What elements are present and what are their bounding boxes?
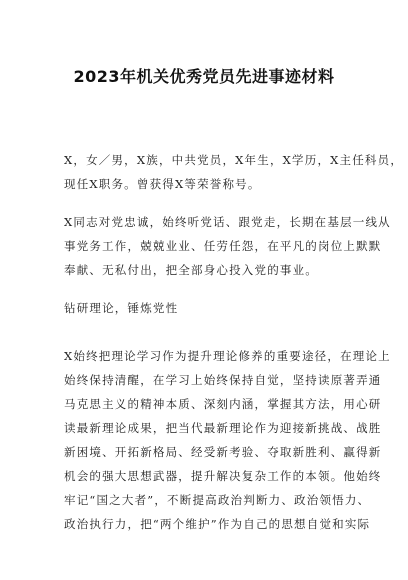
text-line: 始终保持清醒，在学习上始终保持自觉，坚持读原著弄通 <box>64 373 382 387</box>
text-line: X同志对党忠诚，始终听党话、跟党走，长期在基层一线从 <box>64 215 391 229</box>
section-heading <box>64 296 350 320</box>
text-line: 现任X职务。曾获得X等荣誉称号。 <box>64 177 261 191</box>
theory-paragraph <box>64 344 391 536</box>
text-line: 政治执行力，把“两个维护”作为自己的思想自觉和实际 <box>64 517 371 531</box>
document-title: 2023年机关优秀党员先进事迹材料 <box>73 67 335 86</box>
intro-paragraph <box>64 148 404 196</box>
text-line: X始终把理论学习作为提升理论修养的重要途径，在理论上 <box>64 349 391 363</box>
text-line: 机会的强大思想武器，提升解决复杂工作的本领。他始终 <box>64 469 382 483</box>
text-line: 新困境、开拓新格局、经受新考验、夺取新胜利、赢得新 <box>64 445 382 459</box>
text-line: 牢记“国之大者”，不断提高政治判断力、政治领悟力、 <box>64 493 371 507</box>
text-line: 事党务工作，兢兢业业、任劳任怨，在平凡的岗位上默默 <box>64 239 382 253</box>
text-line: 读最新理论成果，把当代最新理论作为迎接新挑战、战胜 <box>64 421 382 435</box>
text-line: X，女／男，X族，中共党员，X年生，X学历，X主任科员， <box>64 153 404 167</box>
text-line: 奉献、无私付出，把全部身心投入党的事业。 <box>64 263 318 277</box>
text-line: 马克思主义的精神本质、深刻内涵，掌握其方法，用心研 <box>64 397 382 411</box>
section-heading-text: 钻研理论，锤炼党性 <box>64 301 179 315</box>
loyalty-paragraph <box>64 210 391 282</box>
